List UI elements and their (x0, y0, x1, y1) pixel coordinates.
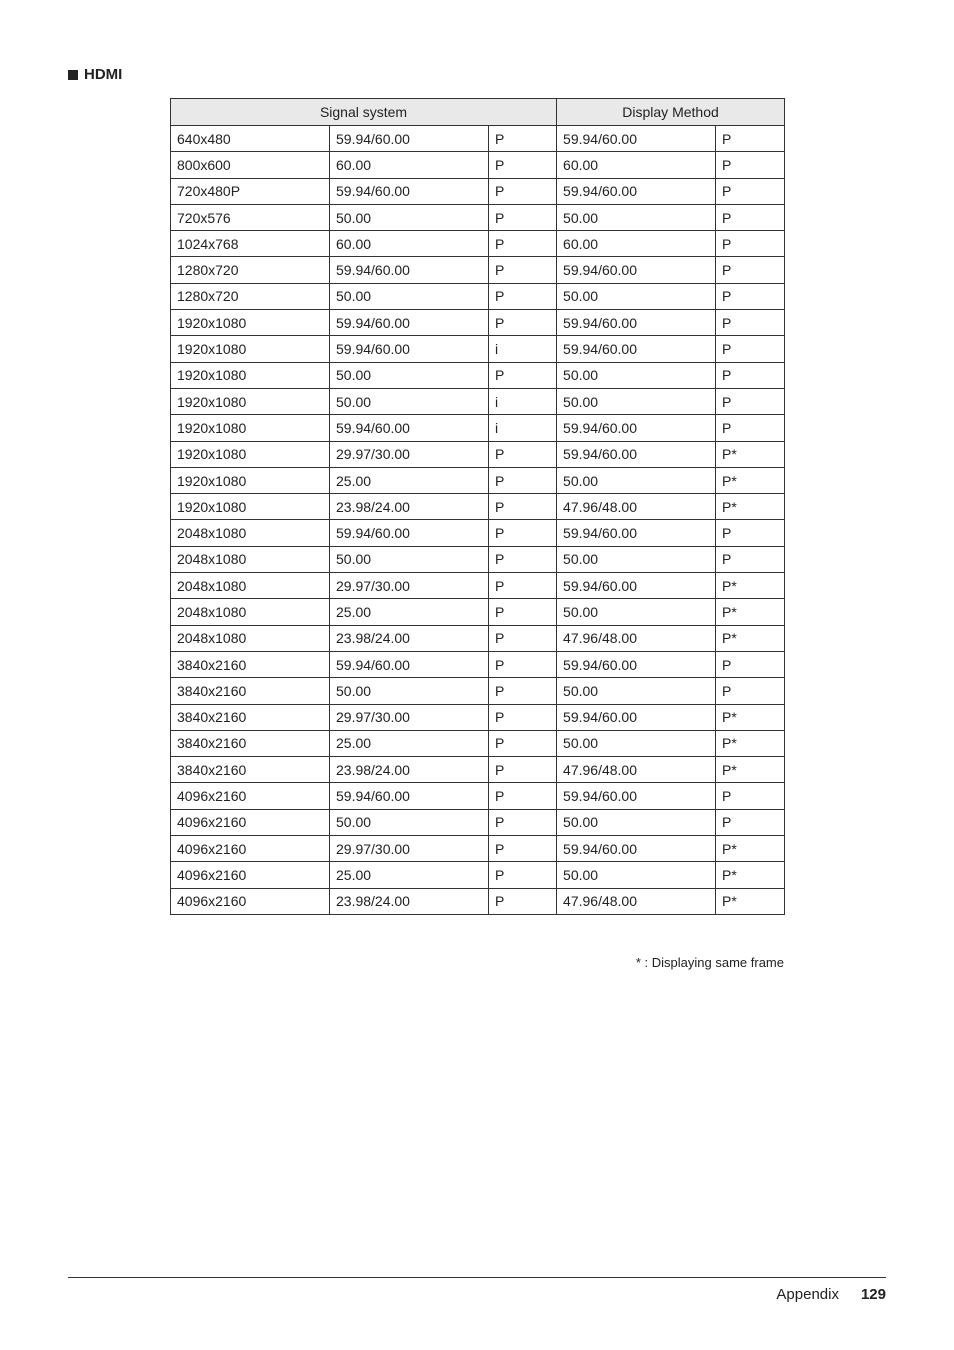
display-scan-cell: P* (716, 467, 785, 493)
signal-scan-cell: P (489, 494, 557, 520)
display-frequency-cell: 50.00 (557, 388, 716, 414)
table-row (171, 520, 785, 546)
display-scan-cell: P* (716, 573, 785, 599)
header-display-method: Display Method (557, 99, 785, 126)
signal-scan-cell: P (489, 888, 557, 914)
display-frequency-cell: 59.94/60.00 (557, 836, 716, 862)
display-frequency-cell: 50.00 (557, 599, 716, 625)
table-row (171, 862, 785, 888)
resolution-cell: 4096x2160 (171, 862, 330, 888)
signal-frequency-cell: 50.00 (330, 809, 489, 835)
signal-frequency-cell: 59.94/60.00 (330, 415, 489, 441)
signal-table (170, 98, 785, 915)
table-row (171, 809, 785, 835)
display-scan-cell: P (716, 809, 785, 835)
signal-scan-cell: P (489, 441, 557, 467)
signal-scan-cell: P (489, 573, 557, 599)
signal-scan-cell: P (489, 362, 557, 388)
display-scan-cell: P* (716, 441, 785, 467)
signal-scan-cell: P (489, 257, 557, 283)
signal-scan-cell: i (489, 388, 557, 414)
table-row (171, 625, 785, 651)
signal-frequency-cell: 50.00 (330, 546, 489, 572)
display-scan-cell: P (716, 520, 785, 546)
resolution-cell: 2048x1080 (171, 520, 330, 546)
table-row (171, 678, 785, 704)
resolution-cell: 1280x720 (171, 283, 330, 309)
table-row (171, 757, 785, 783)
header-signal-system: Signal system (171, 99, 557, 126)
page-number: 129 (860, 1286, 886, 1303)
display-scan-cell: P (716, 231, 785, 257)
resolution-cell: 1920x1080 (171, 467, 330, 493)
signal-scan-cell: P (489, 836, 557, 862)
table-row (171, 573, 785, 599)
signal-scan-cell: P (489, 310, 557, 336)
display-frequency-cell: 50.00 (557, 678, 716, 704)
display-scan-cell: P* (716, 862, 785, 888)
display-scan-cell: P (716, 310, 785, 336)
display-frequency-cell: 50.00 (557, 204, 716, 230)
signal-scan-cell: P (489, 467, 557, 493)
display-frequency-cell: 47.96/48.00 (557, 494, 716, 520)
display-scan-cell: P (716, 257, 785, 283)
resolution-cell: 1280x720 (171, 257, 330, 283)
table-row (171, 152, 785, 178)
signal-frequency-cell: 50.00 (330, 678, 489, 704)
resolution-cell: 4096x2160 (171, 836, 330, 862)
table-row (171, 651, 785, 677)
display-frequency-cell: 47.96/48.00 (557, 625, 716, 651)
table-row (171, 888, 785, 914)
section-heading (68, 66, 122, 83)
display-frequency-cell: 50.00 (557, 362, 716, 388)
table-row (171, 362, 785, 388)
display-frequency-cell: 59.94/60.00 (557, 573, 716, 599)
table-row (171, 546, 785, 572)
signal-scan-cell: i (489, 336, 557, 362)
signal-frequency-cell: 59.94/60.00 (330, 651, 489, 677)
signal-frequency-cell: 23.98/24.00 (330, 625, 489, 651)
resolution-cell: 2048x1080 (171, 599, 330, 625)
resolution-cell: 4096x2160 (171, 809, 330, 835)
display-frequency-cell: 50.00 (557, 809, 716, 835)
table-row (171, 415, 785, 441)
resolution-cell: 3840x2160 (171, 730, 330, 756)
resolution-cell: 1920x1080 (171, 441, 330, 467)
resolution-cell: 2048x1080 (171, 625, 330, 651)
display-scan-cell: P (716, 362, 785, 388)
signal-scan-cell: P (489, 757, 557, 783)
display-frequency-cell: 59.94/60.00 (557, 126, 716, 152)
display-scan-cell: P (716, 678, 785, 704)
signal-frequency-cell: 29.97/30.00 (330, 441, 489, 467)
table-row (171, 178, 785, 204)
footer-divider (68, 1277, 886, 1278)
signal-frequency-cell: 59.94/60.00 (330, 126, 489, 152)
display-scan-cell: P (716, 546, 785, 572)
display-scan-cell: P* (716, 494, 785, 520)
display-frequency-cell: 59.94/60.00 (557, 651, 716, 677)
display-scan-cell: P (716, 178, 785, 204)
table-row (171, 231, 785, 257)
signal-scan-cell: P (489, 862, 557, 888)
signal-scan-cell: P (489, 178, 557, 204)
resolution-cell: 2048x1080 (171, 546, 330, 572)
table-header-row (171, 99, 785, 126)
signal-frequency-cell: 50.00 (330, 283, 489, 309)
signal-frequency-cell: 25.00 (330, 599, 489, 625)
display-frequency-cell: 59.94/60.00 (557, 336, 716, 362)
resolution-cell: 4096x2160 (171, 888, 330, 914)
display-scan-cell: P (716, 152, 785, 178)
resolution-cell: 3840x2160 (171, 651, 330, 677)
display-scan-cell: P* (716, 888, 785, 914)
page-footer (776, 1286, 886, 1303)
table-row (171, 310, 785, 336)
table-row (171, 783, 785, 809)
square-bullet-icon (68, 70, 78, 80)
signal-frequency-cell: 23.98/24.00 (330, 494, 489, 520)
signal-frequency-cell: 50.00 (330, 362, 489, 388)
signal-scan-cell: P (489, 231, 557, 257)
table-body (171, 126, 785, 915)
resolution-cell: 3840x2160 (171, 678, 330, 704)
signal-frequency-cell: 59.94/60.00 (330, 178, 489, 204)
display-scan-cell: P (716, 651, 785, 677)
table-row (171, 283, 785, 309)
signal-frequency-cell: 29.97/30.00 (330, 573, 489, 599)
table-row (171, 836, 785, 862)
signal-scan-cell: P (489, 204, 557, 230)
table-row (171, 467, 785, 493)
table-row (171, 704, 785, 730)
signal-scan-cell: i (489, 415, 557, 441)
signal-scan-cell: P (489, 546, 557, 572)
display-scan-cell: P (716, 415, 785, 441)
signal-scan-cell: P (489, 783, 557, 809)
display-scan-cell: P (716, 783, 785, 809)
resolution-cell: 1920x1080 (171, 336, 330, 362)
signal-scan-cell: P (489, 599, 557, 625)
footer-section: Appendix (776, 1286, 839, 1303)
display-frequency-cell: 50.00 (557, 862, 716, 888)
signal-frequency-cell: 59.94/60.00 (330, 257, 489, 283)
display-scan-cell: P* (716, 704, 785, 730)
display-scan-cell: P (716, 336, 785, 362)
signal-frequency-cell: 29.97/30.00 (330, 704, 489, 730)
display-frequency-cell: 59.94/60.00 (557, 441, 716, 467)
display-scan-cell: P (716, 283, 785, 309)
resolution-cell: 4096x2160 (171, 783, 330, 809)
display-frequency-cell: 59.94/60.00 (557, 257, 716, 283)
signal-scan-cell: P (489, 704, 557, 730)
resolution-cell: 1920x1080 (171, 388, 330, 414)
display-frequency-cell: 50.00 (557, 467, 716, 493)
resolution-cell: 720x480P (171, 178, 330, 204)
signal-frequency-cell: 59.94/60.00 (330, 520, 489, 546)
display-scan-cell: P (716, 388, 785, 414)
display-scan-cell: P (716, 204, 785, 230)
signal-scan-cell: P (489, 651, 557, 677)
table-row (171, 441, 785, 467)
section-title: HDMI (84, 66, 123, 83)
resolution-cell: 3840x2160 (171, 704, 330, 730)
resolution-cell: 1920x1080 (171, 362, 330, 388)
signal-frequency-cell: 50.00 (330, 388, 489, 414)
table-row (171, 599, 785, 625)
signal-frequency-cell: 60.00 (330, 231, 489, 257)
display-frequency-cell: 60.00 (557, 231, 716, 257)
resolution-cell: 1920x1080 (171, 494, 330, 520)
signal-frequency-cell: 25.00 (330, 862, 489, 888)
resolution-cell: 640x480 (171, 126, 330, 152)
display-scan-cell: P* (716, 730, 785, 756)
signal-scan-cell: P (489, 678, 557, 704)
table-row (171, 204, 785, 230)
signal-scan-cell: P (489, 126, 557, 152)
display-frequency-cell: 59.94/60.00 (557, 520, 716, 546)
resolution-cell: 2048x1080 (171, 573, 330, 599)
signal-scan-cell: P (489, 730, 557, 756)
display-frequency-cell: 50.00 (557, 546, 716, 572)
signal-frequency-cell: 59.94/60.00 (330, 310, 489, 336)
signal-scan-cell: P (489, 520, 557, 546)
resolution-cell: 1920x1080 (171, 310, 330, 336)
display-scan-cell: P* (716, 836, 785, 862)
signal-frequency-cell: 23.98/24.00 (330, 888, 489, 914)
signal-frequency-cell: 23.98/24.00 (330, 757, 489, 783)
display-frequency-cell: 50.00 (557, 730, 716, 756)
table-row (171, 730, 785, 756)
display-frequency-cell: 50.00 (557, 283, 716, 309)
signal-frequency-cell: 59.94/60.00 (330, 783, 489, 809)
display-scan-cell: P (716, 126, 785, 152)
display-frequency-cell: 59.94/60.00 (557, 310, 716, 336)
resolution-cell: 1920x1080 (171, 415, 330, 441)
resolution-cell: 800x600 (171, 152, 330, 178)
signal-scan-cell: P (489, 283, 557, 309)
display-frequency-cell: 60.00 (557, 152, 716, 178)
resolution-cell: 1024x768 (171, 231, 330, 257)
display-scan-cell: P* (716, 757, 785, 783)
signal-frequency-cell: 59.94/60.00 (330, 336, 489, 362)
display-frequency-cell: 59.94/60.00 (557, 178, 716, 204)
table-row (171, 336, 785, 362)
display-scan-cell: P* (716, 599, 785, 625)
display-scan-cell: P* (716, 625, 785, 651)
signal-scan-cell: P (489, 625, 557, 651)
display-frequency-cell: 59.94/60.00 (557, 415, 716, 441)
table-row (171, 494, 785, 520)
signal-frequency-cell: 50.00 (330, 204, 489, 230)
display-frequency-cell: 59.94/60.00 (557, 704, 716, 730)
signal-scan-cell: P (489, 152, 557, 178)
table-row (171, 388, 785, 414)
resolution-cell: 720x576 (171, 204, 330, 230)
signal-frequency-cell: 25.00 (330, 730, 489, 756)
signal-frequency-cell: 29.97/30.00 (330, 836, 489, 862)
table-row (171, 257, 785, 283)
display-frequency-cell: 47.96/48.00 (557, 757, 716, 783)
footnote: * : Displaying same frame (635, 955, 784, 970)
signal-frequency-cell: 25.00 (330, 467, 489, 493)
display-frequency-cell: 59.94/60.00 (557, 783, 716, 809)
signal-frequency-cell: 60.00 (330, 152, 489, 178)
table-row (171, 126, 785, 152)
signal-scan-cell: P (489, 809, 557, 835)
resolution-cell: 3840x2160 (171, 757, 330, 783)
display-frequency-cell: 47.96/48.00 (557, 888, 716, 914)
